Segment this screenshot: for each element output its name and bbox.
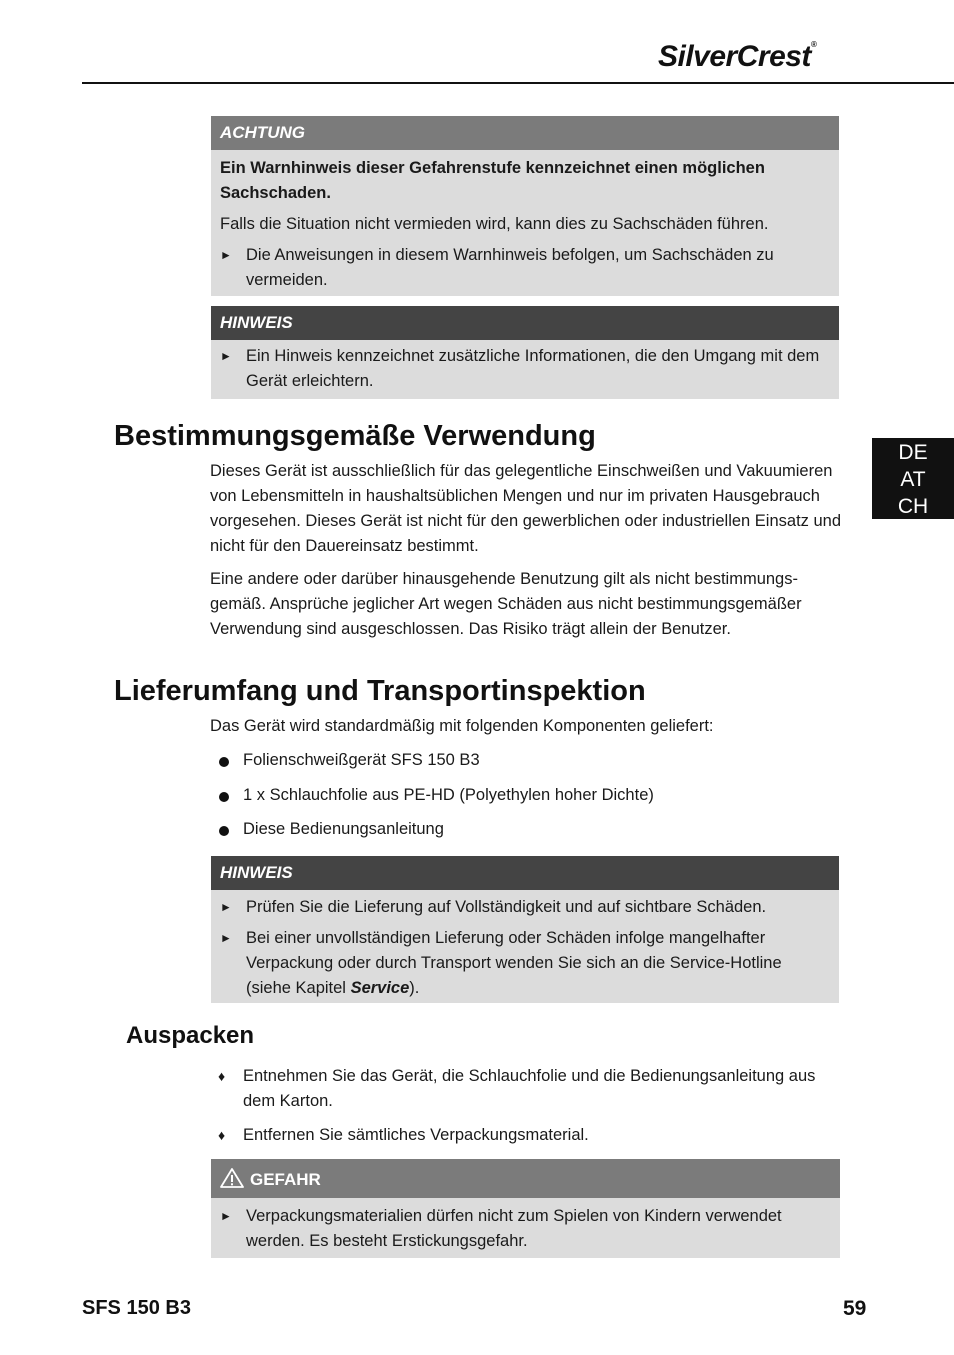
hinweis-2-item-2: ► Bei einer unvollständigen Lieferung oder Schäden infolge mangelhafter Verpackung oder durch Transport wenden Sie sich an die Service-Hotline (siehe Kapitel Service).	[220, 926, 825, 1001]
section2-intro: Das Gerät wird standardmäßig mit folgenden Komponenten geliefert:	[210, 717, 714, 735]
hinweis-title-1: HINWEIS	[211, 306, 839, 340]
gefahr-item: ► Verpackungsmaterialien dürfen nicht zum Spielen von Kindern verwendet werden. Es besteht Erstickungsgefahr.	[220, 1204, 826, 1254]
diamond-icon: ♦	[218, 1068, 226, 1084]
list-item: Folienschweißgerät SFS 150 B3	[218, 748, 480, 773]
warning-triangle-icon	[220, 1168, 244, 1188]
list-item: Diese Bedienungsanleitung	[218, 817, 444, 842]
triangle-right-icon: ►	[220, 349, 232, 363]
lang-ch: CH	[897, 495, 929, 518]
service-chapter-ref: Service	[350, 979, 410, 997]
lang-at: AT	[900, 468, 926, 491]
hinweis-box-2	[211, 856, 839, 1003]
hinweis-2-item-1: ► Prüfen Sie die Lieferung auf Vollständigkeit und auf sichtbare Schäden.	[220, 895, 825, 920]
gefahr-title: GEFAHR	[250, 1170, 321, 1189]
page-number: 59	[843, 1297, 867, 1320]
heading-bestimmungsgemaesse-verwendung: Bestimmungsgemäße Verwendung	[114, 420, 596, 452]
diamond-icon: ♦	[218, 1127, 226, 1143]
achtung-box	[211, 116, 839, 296]
filled-circle-icon	[219, 826, 229, 836]
triangle-right-icon: ►	[220, 900, 232, 914]
triangle-right-icon: ►	[220, 931, 232, 945]
filled-circle-icon	[219, 757, 229, 767]
list-item: ♦ Entnehmen Sie das Gerät, die Schlauchfolie und die Bedienungsanleitung aus dem Karton.	[218, 1064, 843, 1114]
list-item: ♦ Entfernen Sie sämtliches Verpackungsmaterial.	[218, 1123, 589, 1148]
hinweis-title-2: HINWEIS	[211, 856, 839, 890]
achtung-bold-text: Ein Warnhinweis dieser Gefahrenstufe kennzeichnet einen möglichen Sachschaden.	[220, 159, 765, 202]
list-item: 1 x Schlauchfolie aus PE-HD (Polyethylen hoher Dichte)	[218, 783, 654, 808]
language-tab	[872, 438, 954, 519]
hinweis-1-item-text: Ein Hinweis kennzeichnet zusätzliche Informationen, die den Umgang mit dem Gerät erleichtern.	[246, 347, 820, 390]
lang-de: DE	[898, 441, 928, 464]
heading-auspacken: Auspacken	[126, 1022, 255, 1049]
section1-paragraph-2: Eine andere oder darüber hinausgehende Benutzung gilt als nicht bestimmungs-gemäß. Ansprüche jeglicher Art wegen Schäden aus nicht bestimmungsgemäßer Verwendung sind ausgeschlossen. Das Risiko trägt allein der Benutzer.	[210, 570, 802, 638]
triangle-right-icon: ►	[220, 1209, 232, 1223]
heading-lieferumfang: Lieferumfang und Transportinspektion	[114, 675, 646, 707]
achtung-text: Falls die Situation nicht vermieden wird, kann dies zu Sachschäden führen.	[220, 215, 769, 233]
hinweis-1-item	[220, 344, 825, 394]
achtung-item	[220, 243, 825, 293]
gefahr-header	[211, 1159, 840, 1198]
silvercrest-logo: SilverCrest®	[658, 40, 817, 73]
hinweis-box-1	[211, 306, 839, 399]
filled-circle-icon	[219, 792, 229, 802]
gefahr-box	[211, 1159, 840, 1258]
achtung-item-text: Die Anweisungen in diesem Warnhinweis befolgen, um Sachschäden zu vermeiden.	[246, 246, 774, 289]
section1-paragraph-1: Dieses Gerät ist ausschließlich für das gelegentliche Einschweißen und Vakuumieren von Lebensmitteln in haushaltsüblichen Mengen und nur im privaten Hausgebrauch vorgesehen. Dieses Gerät ist nicht für den gewerblichen oder industriellen Einsatz und nicht für den Dauereinsatz bestimmt.	[210, 462, 842, 555]
achtung-title: ACHTUNG	[211, 116, 839, 150]
triangle-right-icon: ►	[220, 248, 232, 262]
footer-model: SFS 150 B3	[82, 1297, 191, 1319]
header-rule	[82, 82, 954, 84]
